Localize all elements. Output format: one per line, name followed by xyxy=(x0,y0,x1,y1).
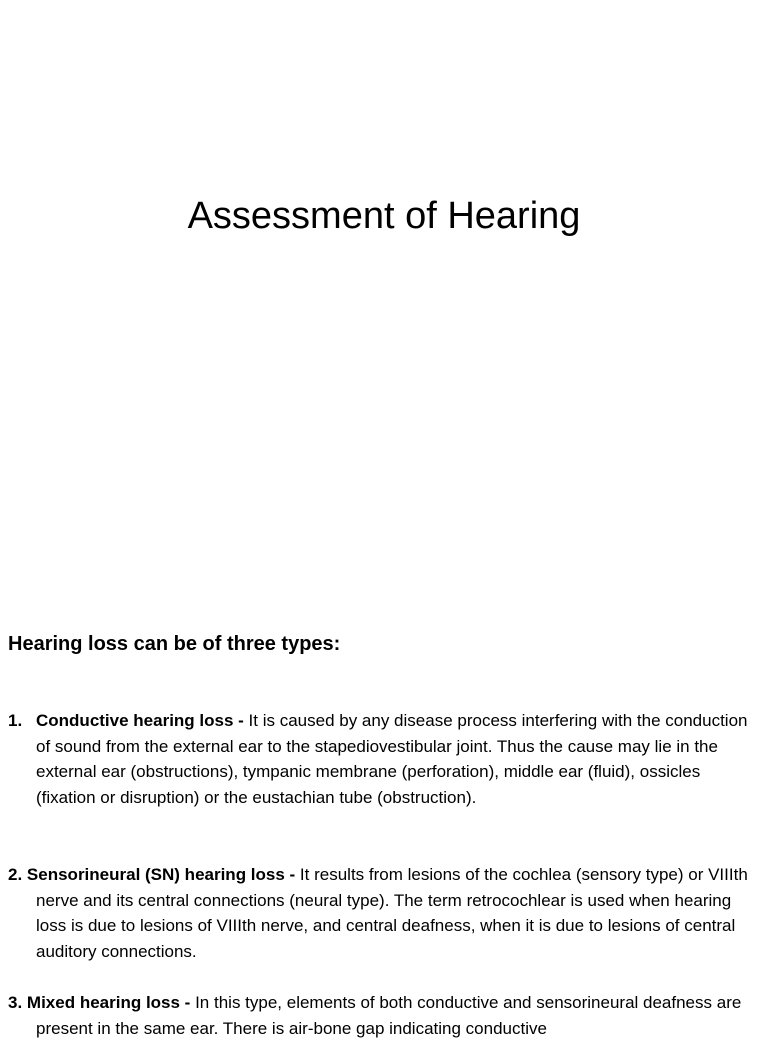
slide-title: Assessment of Hearing xyxy=(187,195,581,237)
section-heading: Hearing loss can be of three types: xyxy=(8,633,341,655)
item-term: Sensorineural (SN) hearing loss - xyxy=(26,865,296,884)
item-description: It is caused by any disease process interfering with the conduction of sound from the external ear to the stapediovestibular joint. Thus the cause may lie in the external ear (obstructions), tympanic membrane (perforation), middle ear (fluid), ossicles (fixation or disruption) or the eustachian tube (obstruction). xyxy=(36,711,748,807)
list-item-mixed xyxy=(8,990,760,1041)
content-slide xyxy=(0,576,768,1038)
list-item-sensorineural xyxy=(8,862,760,964)
item-term: Conductive hearing loss - xyxy=(36,711,244,730)
item-description: In this type, elements of both conductive and sensorineural deafness are present in the same ear. There is air-bone gap indicating conductive xyxy=(36,993,742,1038)
item-description: It results from lesions of the cochlea (sensory type) or VIIIth nerve and its central connections (neural type). The term retrocochlear is used when hearing loss is due to lesions of VIIIth nerve, and central deafness, when it is due to lesions of central auditory connections. xyxy=(36,865,748,961)
item-term: Mixed hearing loss - xyxy=(26,993,191,1012)
list-item-conductive xyxy=(8,708,760,810)
item-number: 1. xyxy=(8,711,23,730)
item-number: 2. xyxy=(8,865,23,884)
item-number: 3. xyxy=(8,993,23,1012)
